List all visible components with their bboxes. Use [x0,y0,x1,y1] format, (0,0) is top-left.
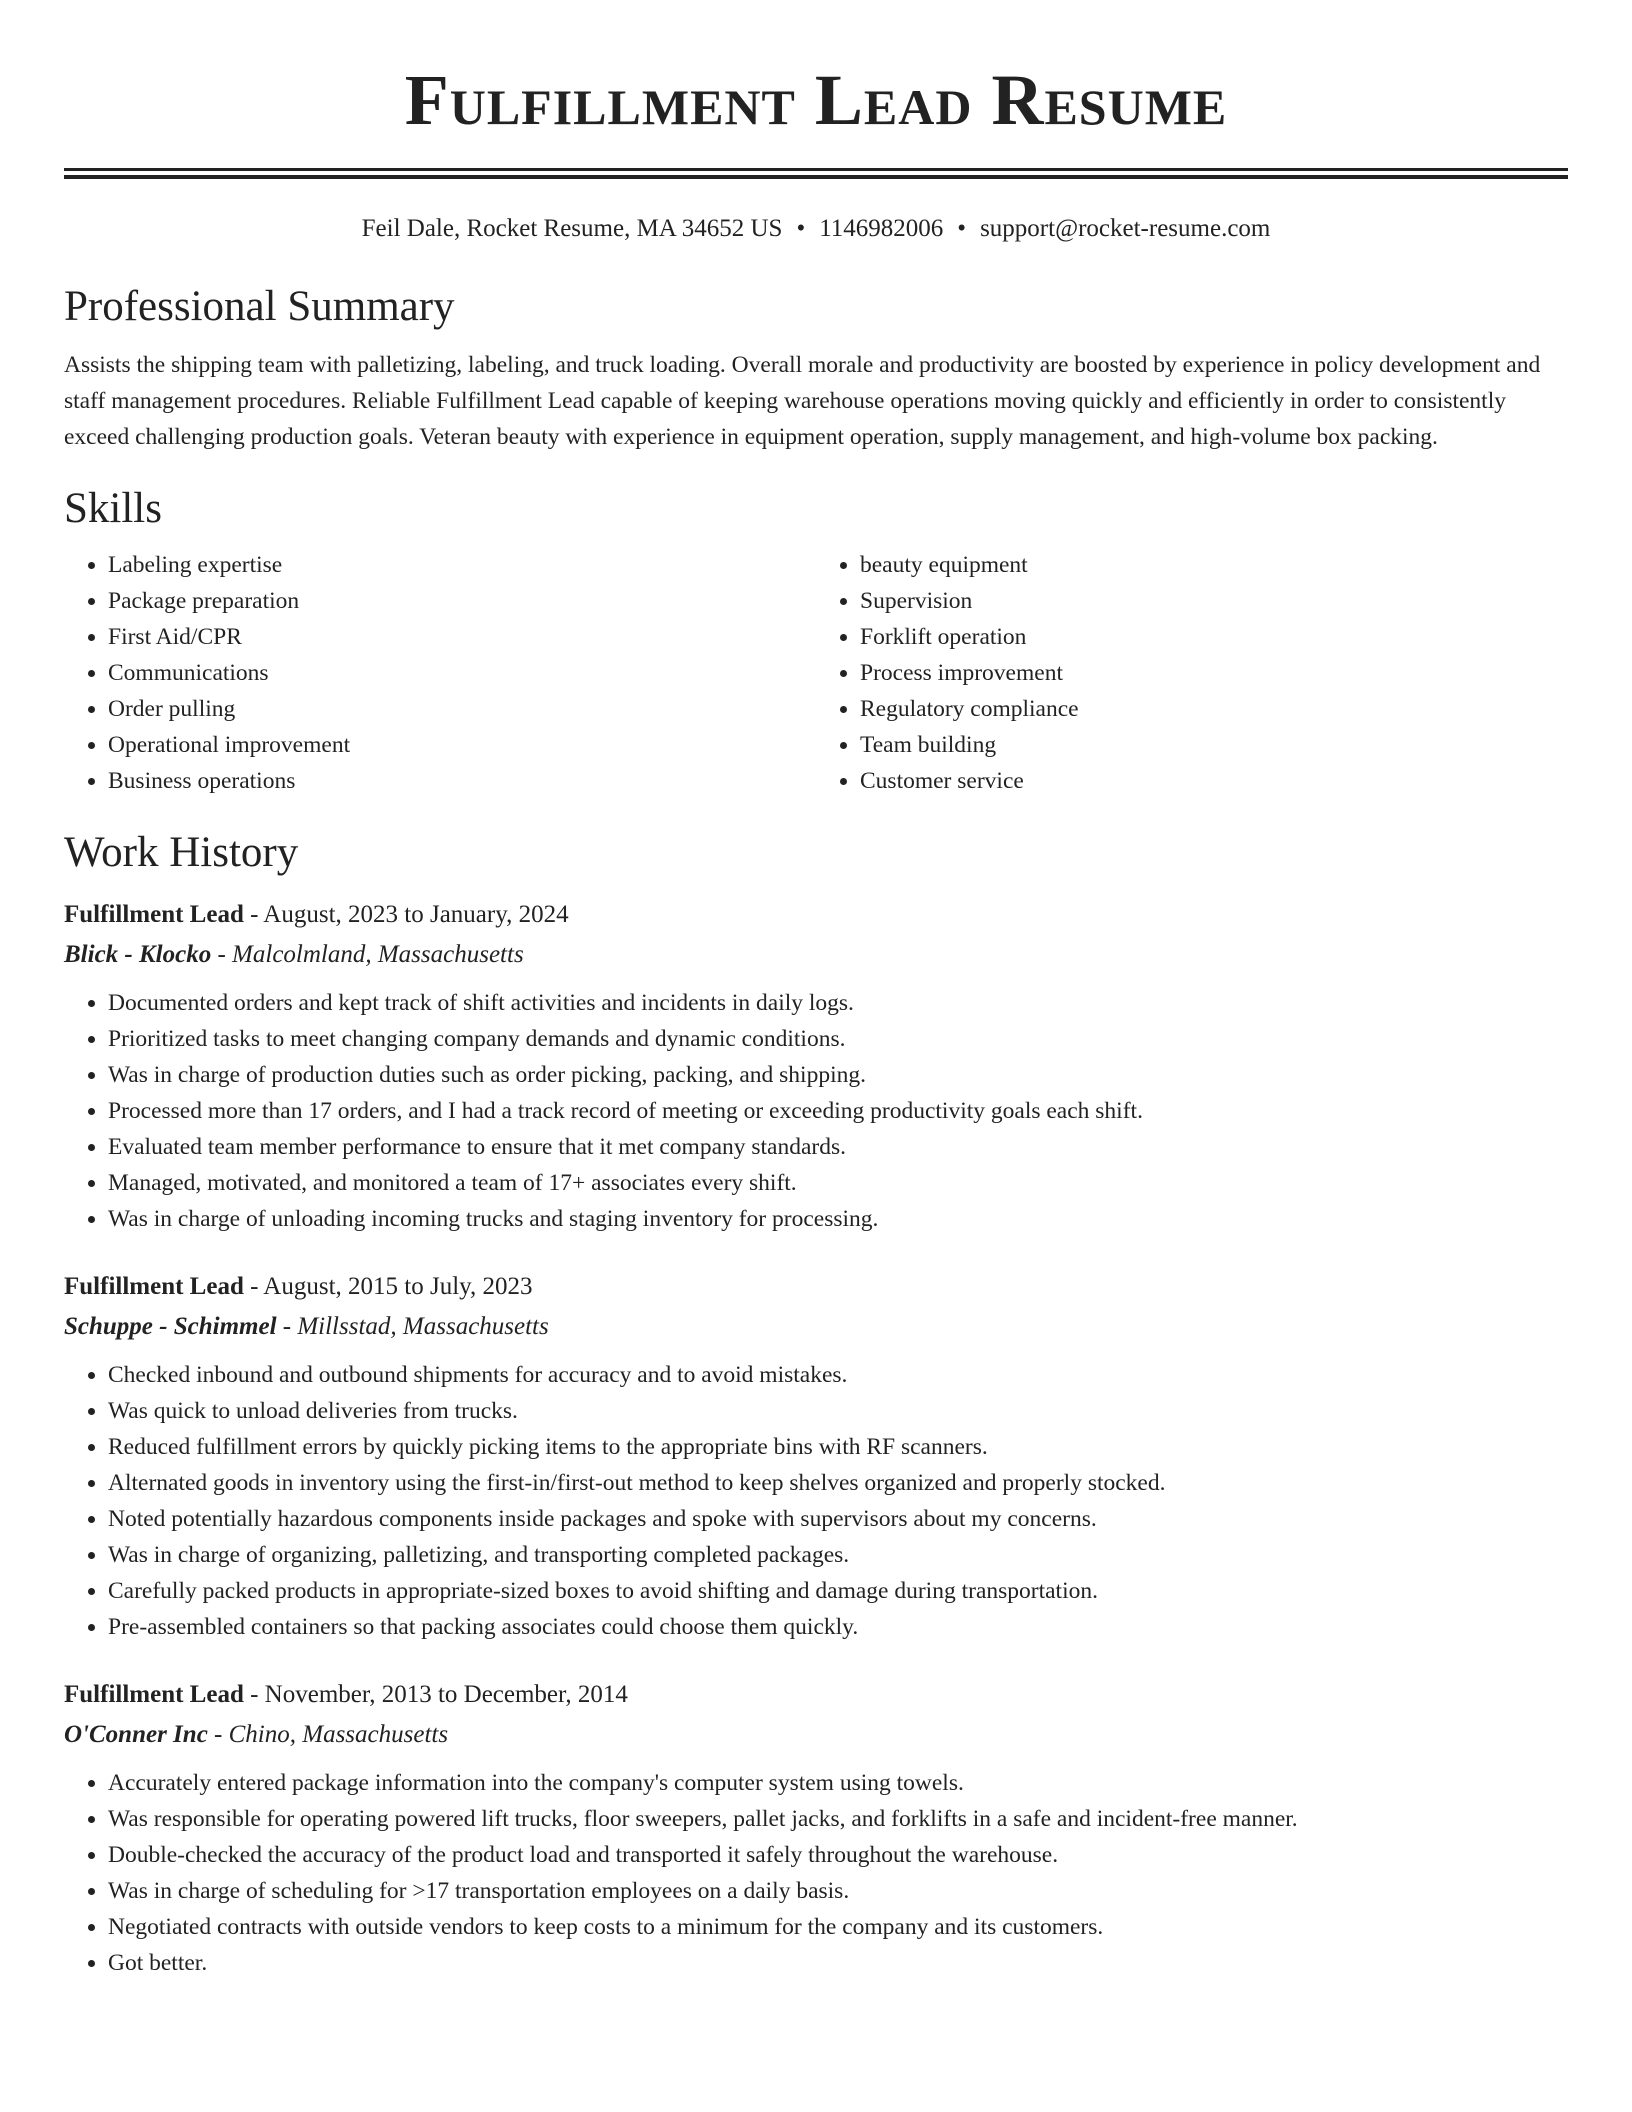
skill-item: • Team building [860,727,1568,763]
contact-line [64,213,1568,245]
job-bullet: • Reduced fulfillment errors by quickly picking items to the appropriate bins with RF scanners. [108,1429,1568,1465]
job-title: Fulfillment Lead [64,901,244,928]
contact-phone: 1146982006 [819,215,944,242]
job-bullet: • Evaluated team member performance to ensure that it met company standards. [108,1129,1568,1165]
job-bullet: • Pre-assembled containers so that packing associates could choose them quickly. [108,1609,1568,1645]
skill-item: • Customer service [860,763,1568,799]
job-location: - Millsstad, Massachusetts [276,1313,549,1340]
job-bullets [64,1765,1568,1981]
job-bullet: • Was quick to unload deliveries from trucks. [108,1393,1568,1429]
skill-item: • Process improvement [860,655,1568,691]
job-bullet: • Was responsible for operating powered lift trucks, floor sweepers, pallet jacks, and forklifts in a safe and incident-free manner. [108,1801,1568,1837]
skill-item: • beauty equipment [860,547,1568,583]
job-title-line [64,895,1568,935]
skills-columns [64,547,1568,799]
summary-text: Assists the shipping team with palletizing, labeling, and truck loading. Overall morale and productivity are boosted by experience in policy development and staff management procedures. Reliable Fulfillment Lead capable of keeping warehouse operations moving quickly and efficiently in order to consistently exceed challenging production goals. Veteran beauty with experience in equipment operation, supply management, and high-volume box packing. [64,352,1541,450]
job-entry [64,895,1568,1237]
skills-right-list [816,547,1568,799]
skill-item: • Labeling expertise [108,547,816,583]
job-bullet: • Alternated goods in inventory using the first-in/first-out method to keep shelves organized and properly stocked. [108,1465,1568,1501]
job-bullet: • Prioritized tasks to meet changing company demands and dynamic conditions. [108,1021,1568,1057]
job-dates: - November, 2013 to December, 2014 [243,1681,628,1708]
job-entry [64,1675,1568,1981]
job-company: Schuppe - Schimmel [64,1313,277,1340]
job-location: - Malcolmland, Massachusetts [211,941,524,968]
job-title-line [64,1675,1568,1715]
job-dates: - August, 2015 to July, 2023 [243,1273,533,1300]
job-company-line [64,1715,1568,1755]
job-location: - Chino, Massachusetts [207,1721,449,1748]
contact-separator: • [796,215,806,242]
job-company-line [64,935,1568,975]
skill-item: • Supervision [860,583,1568,619]
skill-item: • First Aid/CPR [108,619,816,655]
skill-item: • Business operations [108,763,816,799]
job-title: Fulfillment Lead [64,1681,244,1708]
summary-heading: Professional Summary [64,283,455,330]
skill-item: • Package preparation [108,583,816,619]
job-title: Fulfillment Lead [64,1273,244,1300]
skill-item: • Regulatory compliance [860,691,1568,727]
job-bullet: • Documented orders and kept track of shift activities and incidents in daily logs. [108,985,1568,1021]
title-double-rule [64,168,1568,179]
skills-left-list [64,547,816,799]
job-company: Blick - Klocko [64,941,212,968]
job-bullet: • Negotiated contracts with outside vendors to keep costs to a minimum for the company and its customers. [108,1909,1568,1945]
job-title-line [64,1267,1568,1307]
job-bullet: • Processed more than 17 orders, and I had a track record of meeting or exceeding productivity goals each shift. [108,1093,1568,1129]
job-bullet: • Got better. [108,1945,1568,1981]
job-company-line [64,1307,1568,1347]
job-bullet: • Accurately entered package information into the company's computer system using towels. [108,1765,1568,1801]
job-dates: - August, 2023 to January, 2024 [243,901,569,928]
skill-item: • Order pulling [108,691,816,727]
skill-item: • Forklift operation [860,619,1568,655]
contact-address: Feil Dale, Rocket Resume, MA 34652 US [361,215,783,242]
job-bullet: • Was in charge of organizing, palletizing, and transporting completed packages. [108,1537,1568,1573]
resume-title: Fulfillment Lead Resume [404,60,1228,140]
job-bullet: • Noted potentially hazardous components inside packages and spoke with supervisors about my concerns. [108,1501,1568,1537]
skill-item: • Operational improvement [108,727,816,763]
job-bullet: • Checked inbound and outbound shipments for accuracy and to avoid mistakes. [108,1357,1568,1393]
job-bullet: • Was in charge of production duties such as order picking, packing, and shipping. [108,1057,1568,1093]
job-entry [64,1267,1568,1645]
job-bullets [64,1357,1568,1645]
contact-separator: • [957,215,967,242]
job-bullet: • Was in charge of scheduling for >17 transportation employees on a daily basis. [108,1873,1568,1909]
job-bullet: • Managed, motivated, and monitored a team of 17+ associates every shift. [108,1165,1568,1201]
skill-item: • Communications [108,655,816,691]
skills-heading: Skills [64,485,162,532]
job-bullet: • Double-checked the accuracy of the product load and transported it safely throughout the warehouse. [108,1837,1568,1873]
work-history-heading: Work History [64,829,299,876]
job-bullet: • Carefully packed products in appropriate-sized boxes to avoid shifting and damage during transportation. [108,1573,1568,1609]
job-company: O'Conner Inc [64,1721,208,1748]
job-bullet: • Was in charge of unloading incoming trucks and staging inventory for processing. [108,1201,1568,1237]
contact-email: support@rocket-resume.com [980,215,1271,242]
job-bullets [64,985,1568,1237]
